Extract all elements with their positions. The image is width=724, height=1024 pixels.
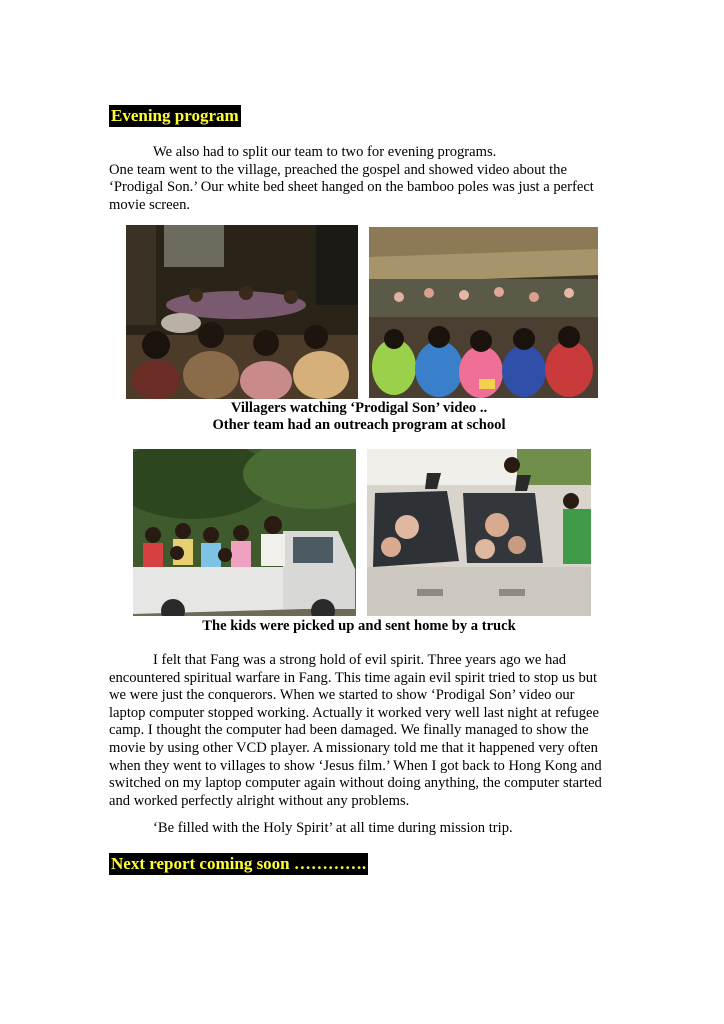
next-report-heading: Next report coming soon ………….	[111, 854, 367, 873]
caption-line-2: Other team had an outreach program at school	[212, 417, 506, 433]
photo-kids-in-truck-bed	[133, 449, 356, 616]
photo-caption-1	[109, 400, 609, 434]
photo-school-outreach	[369, 227, 598, 398]
section-heading-evening-program: Evening program	[111, 106, 239, 125]
photo-villagers-watching-video	[126, 225, 358, 399]
testimony-paragraph: I felt that Fang was a strong hold of evil spirit. Three years ago we had encountered spiritual warfare in Fang. This time again evil spirit tried to stop us but we were just the conquerors. When we started to show ‘Prodigal Son’ video our laptop computer stopped working. Actually it worked very well last night at refugee camp. I thought the computer had been damaged. We finally managed to show the movie by using other VCD player. A missionary told me that it happened very often when they went to villages to show ‘Jesus film.’ When I got back to Hong Kong and switched on my laptop computer again without doing anything, the computer started and worked perfectly alright without any problems.	[109, 652, 602, 809]
closing-paragraph: ‘Be filled with the Holy Spirit’ at all time during mission trip.	[153, 820, 513, 836]
intro-rest: One team went to the village, preached the gospel and showed video about the ‘Prodigal Son.’ Our white bed sheet hanged on the bamboo poles was just a perfect movie screen.	[109, 161, 594, 213]
photo-kids-in-truck-cab	[367, 449, 591, 616]
caption-line-1: Villagers watching ‘Prodigal Son’ video ..	[230, 400, 488, 416]
photo-caption-2: The kids were picked up and sent home by a truck	[202, 618, 516, 634]
intro-paragraph	[109, 144, 609, 214]
intro-first-line: We also had to split our team to two for evening programs.	[153, 144, 497, 160]
